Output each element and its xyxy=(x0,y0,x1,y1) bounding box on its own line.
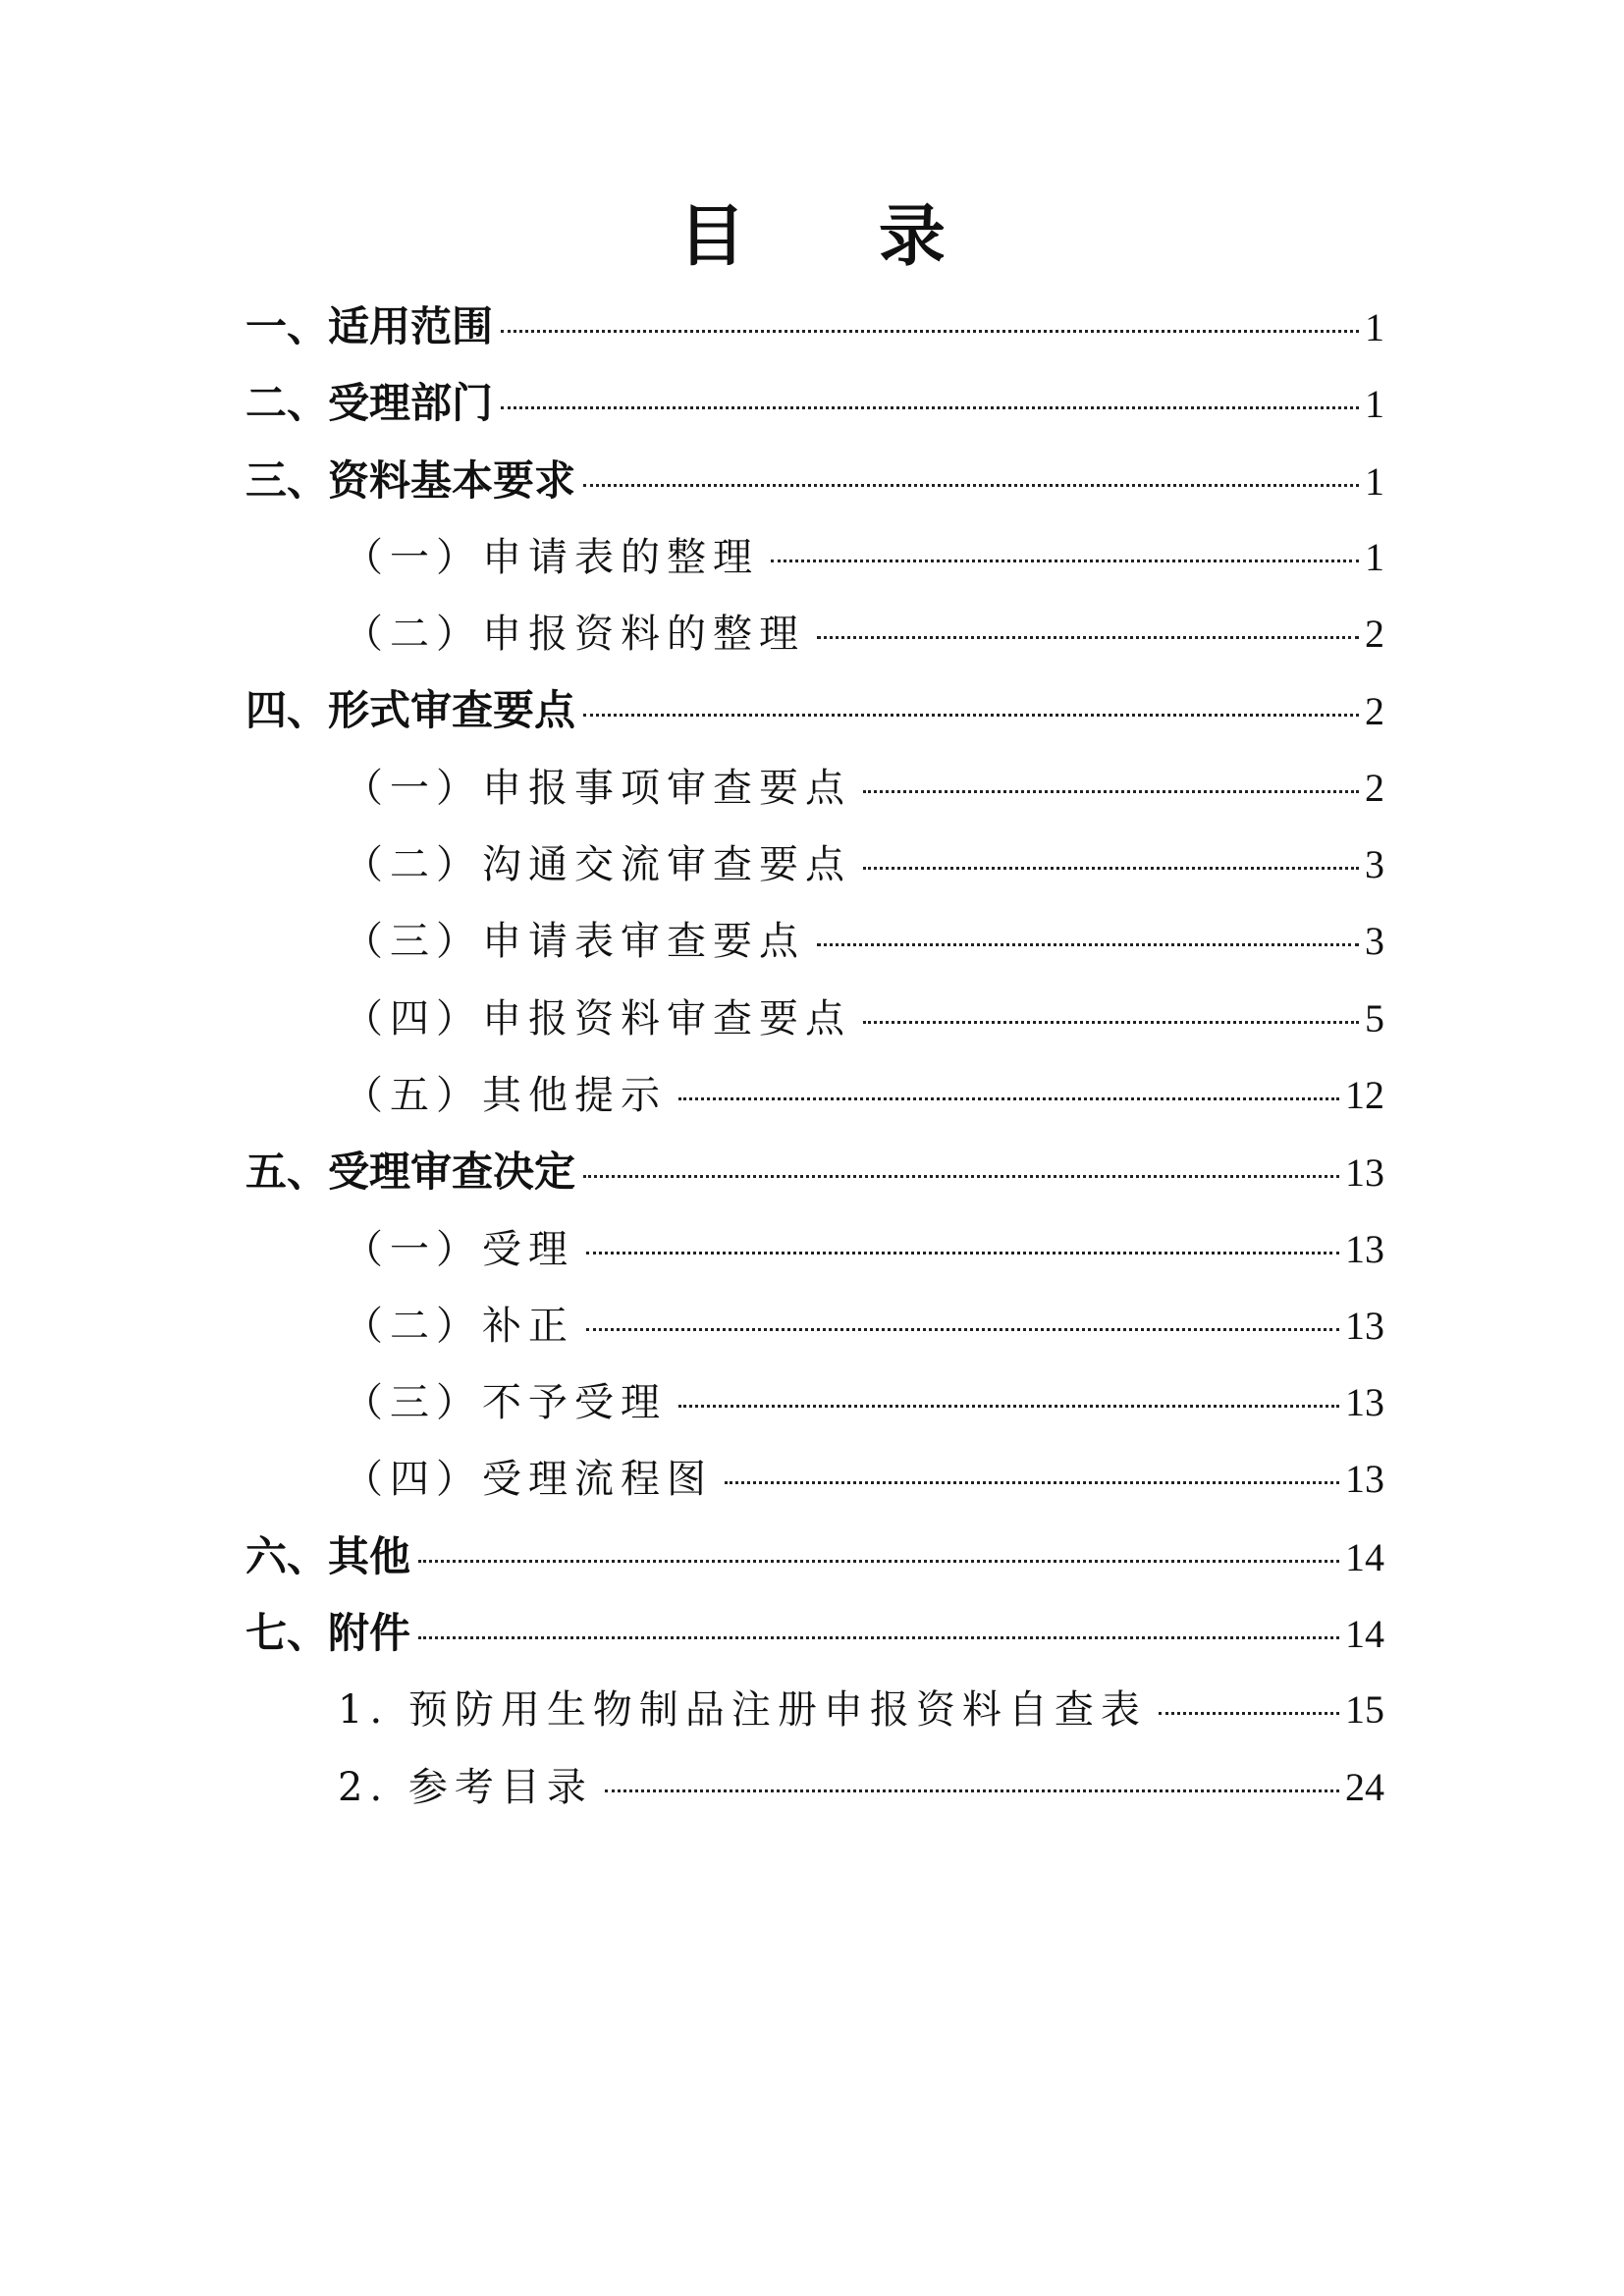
toc-page-number: 15 xyxy=(1345,1687,1384,1733)
toc-entry-label: （三）申请表审查要点 xyxy=(344,919,805,965)
toc-entry-label: 二、受理部门 xyxy=(245,379,494,428)
dot-leader xyxy=(678,1097,1339,1100)
toc-subentry-materials-review[interactable] xyxy=(245,981,1384,1057)
toc-subentry-flowchart[interactable] xyxy=(245,1441,1384,1518)
toc-entry-label: 六、其他 xyxy=(245,1531,411,1580)
toc-page-number: 14 xyxy=(1345,1534,1384,1579)
page-title: 目 录 xyxy=(678,197,1001,276)
table-of-contents xyxy=(245,289,1384,1826)
toc-page-number: 13 xyxy=(1345,1303,1384,1348)
toc-subentry-accept[interactable] xyxy=(245,1211,1384,1288)
dot-leader xyxy=(817,943,1359,946)
toc-page-number: 1 xyxy=(1365,534,1384,579)
dot-leader xyxy=(678,1405,1339,1408)
toc-page-number: 13 xyxy=(1345,1457,1384,1502)
toc-entry-label: 2. 参考目录 xyxy=(338,1764,593,1810)
toc-entry-label: 七、附件 xyxy=(245,1609,411,1658)
toc-entry-label: 四、形式审查要点 xyxy=(245,686,576,735)
toc-entry-formal-review-points[interactable] xyxy=(245,672,1384,749)
toc-entry-label: （三）不予受理 xyxy=(344,1380,667,1426)
toc-page-number: 13 xyxy=(1345,1380,1384,1425)
toc-page-number: 2 xyxy=(1365,689,1384,734)
dot-leader xyxy=(771,560,1359,562)
toc-page-number: 14 xyxy=(1345,1612,1384,1657)
toc-subentry-other-tips[interactable] xyxy=(245,1057,1384,1134)
toc-entry-attachments[interactable] xyxy=(245,1595,1384,1672)
dot-leader xyxy=(586,1252,1339,1255)
toc-subentry-application-form-review[interactable] xyxy=(245,903,1384,980)
toc-entry-acceptance-decision[interactable] xyxy=(245,1134,1384,1210)
toc-subentry-submission-materials[interactable] xyxy=(245,596,1384,672)
toc-subentry-communication[interactable] xyxy=(245,827,1384,903)
toc-entry-label: （二）沟通交流审查要点 xyxy=(344,842,851,888)
dot-leader xyxy=(863,867,1359,870)
toc-attachment-self-check-form[interactable] xyxy=(245,1672,1384,1748)
toc-subentry-correction[interactable] xyxy=(245,1288,1384,1364)
toc-entry-label: 三、资料基本要求 xyxy=(245,455,576,505)
dot-leader xyxy=(418,1636,1339,1639)
toc-page-number: 1 xyxy=(1365,458,1384,504)
dot-leader xyxy=(863,1021,1359,1024)
toc-page-number: 1 xyxy=(1365,305,1384,349)
toc-entry-label: 一、适用范围 xyxy=(245,302,494,350)
dot-leader xyxy=(418,1560,1339,1563)
dot-leader xyxy=(501,330,1359,333)
toc-page-number: 3 xyxy=(1365,919,1384,964)
toc-page-number: 5 xyxy=(1365,995,1384,1041)
toc-page-number: 13 xyxy=(1345,1150,1384,1196)
toc-entry-label: （一）申请表的整理 xyxy=(344,534,759,580)
dot-leader xyxy=(583,1175,1339,1178)
toc-entry-label: （一）申报事项审查要点 xyxy=(344,765,851,811)
dot-leader xyxy=(583,714,1359,717)
toc-page-number: 3 xyxy=(1365,842,1384,887)
toc-entry-label: （四）申报资料审查要点 xyxy=(344,995,851,1041)
toc-entry-label: （一）受理 xyxy=(344,1226,574,1272)
toc-entry-label: （四）受理流程图 xyxy=(344,1457,713,1503)
dot-leader xyxy=(1159,1712,1339,1715)
toc-entry-basic-requirements[interactable] xyxy=(245,443,1384,519)
toc-subentry-application-form[interactable] xyxy=(245,519,1384,596)
toc-entry-label: （二）申报资料的整理 xyxy=(344,612,805,658)
toc-attachment-reference-catalog[interactable] xyxy=(245,1749,1384,1826)
toc-entry-label: （五）其他提示 xyxy=(344,1072,667,1118)
toc-entry-other[interactable] xyxy=(245,1519,1384,1595)
dot-leader xyxy=(586,1328,1339,1331)
toc-entry-label: （二）补正 xyxy=(344,1303,574,1349)
toc-entry-label: 1. 预防用生物制品注册申报资料自查表 xyxy=(338,1687,1147,1734)
toc-subentry-submission-items[interactable] xyxy=(245,750,1384,827)
dot-leader xyxy=(583,484,1359,487)
toc-page-number: 1 xyxy=(1365,382,1384,427)
toc-subentry-not-accepted[interactable] xyxy=(245,1364,1384,1441)
toc-page-number: 13 xyxy=(1345,1226,1384,1271)
toc-entry-accepting-department[interactable] xyxy=(245,365,1384,442)
toc-page-number: 24 xyxy=(1345,1764,1384,1809)
toc-page-number: 2 xyxy=(1365,612,1384,657)
toc-entry-applicable-scope[interactable] xyxy=(245,289,1384,365)
toc-entry-label: 五、受理审查决定 xyxy=(245,1148,576,1197)
dot-leader xyxy=(817,636,1359,639)
toc-page-number: 12 xyxy=(1345,1072,1384,1117)
dot-leader xyxy=(605,1789,1339,1792)
toc-page-number: 2 xyxy=(1365,765,1384,810)
dot-leader xyxy=(501,406,1359,409)
dot-leader xyxy=(725,1481,1339,1484)
dot-leader xyxy=(863,790,1359,793)
